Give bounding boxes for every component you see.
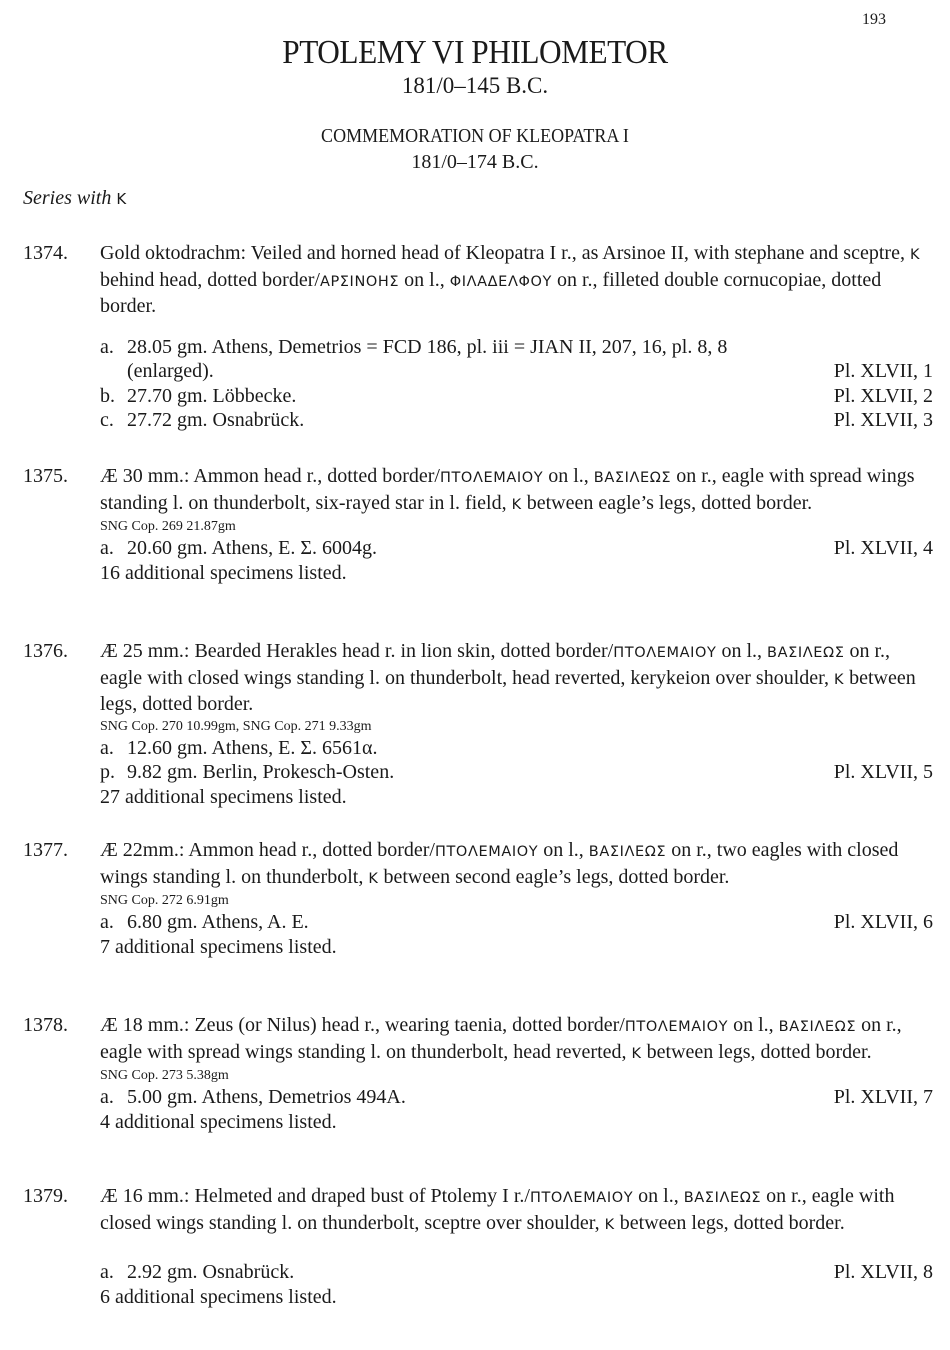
specimen-text: 6.80 gm. Athens, A. E.: [127, 911, 309, 933]
additional-specimens: 7 additional specimens listed.: [100, 935, 337, 958]
entry-description: [100, 1184, 933, 1237]
specimen: [100, 384, 933, 409]
sng-reference: SNG Cop. 269 21.87gm: [100, 519, 236, 534]
additional-specimens: 16 additional specimens listed.: [100, 561, 347, 584]
entry-description: [100, 639, 933, 717]
entry-number: 1374.: [23, 242, 68, 264]
desc-text: on l.,: [543, 465, 594, 487]
specimen-letter: a.: [100, 335, 114, 358]
desc-text: between legs, dotted border.: [100, 666, 916, 715]
specimen-letter: a.: [100, 1261, 114, 1283]
plate-reference: Pl. XLVII, 3: [833, 409, 933, 431]
desc-text: between eagle’s legs, dotted border.: [521, 491, 813, 514]
catalog-entry-1377: [23, 838, 933, 959]
additional-specimens: 6 additional specimens listed.: [100, 1285, 337, 1308]
specimen-letter: a.: [100, 537, 114, 559]
greek-mark: K: [604, 1216, 615, 1233]
desc-text: Æ 22mm.: Ammon head r., dotted border/: [100, 839, 435, 861]
specimen-text: 27.70 gm. Löbbecke.: [127, 384, 297, 407]
desc-text: on l.,: [633, 1185, 684, 1207]
specimen: [100, 408, 933, 433]
greek-legend: ΠΤΟΛΕΜΑΙΟΥ: [529, 1190, 634, 1206]
desc-text: behind head, dotted border/: [100, 268, 320, 291]
desc-text: Gold oktodrachm: Veiled and horned head of Kleopatra I r., as Arsinoe II, with stephane and sceptre,: [100, 242, 910, 264]
entry-number: 1377.: [23, 839, 68, 861]
desc-text: Æ 30 mm.: Ammon head r., dotted border/: [100, 465, 440, 487]
desc-text: on r., eagle with closed wings standing l. on thunderbolt, head reverted, kerykeion over shoulder,: [100, 640, 891, 689]
plate-reference: Pl. XLVII, 6: [833, 911, 933, 933]
desc-text: on r., eagle with spread wings standing l. on thunderbolt, six-rayed star in l. field,: [100, 465, 915, 514]
specimen: [100, 760, 933, 785]
specimen-text: 12.60 gm. Athens, E. Σ. 6561α.: [127, 736, 378, 759]
series-mark: K: [116, 190, 127, 208]
desc-text: on r., eagle with closed wings standing l. on thunderbolt, sceptre over shoulder,: [100, 1185, 895, 1234]
desc-text: Æ 18 mm.: Zeus (or Nilus) head r., wearing taenia, dotted border/: [100, 1014, 625, 1036]
greek-mark: K: [834, 671, 845, 688]
desc-text: on r., two eagles with closed wings standing l. on thunderbolt,: [100, 839, 899, 888]
additional-specimens: 4 additional specimens listed.: [100, 1110, 337, 1133]
specimen: [100, 536, 933, 561]
plate-reference: Pl. XLVII, 1: [833, 360, 933, 382]
desc-text: Æ 25 mm.: Bearded Herakles head r. in lion skin, dotted border/: [100, 640, 614, 662]
catalog-entry-1374: [23, 241, 933, 433]
entry-number: 1379.: [23, 1185, 68, 1207]
desc-text: on l.,: [538, 839, 589, 861]
section-title: COMMEMORATION OF KLEOPATRA I: [321, 125, 629, 147]
greek-mark: K: [511, 496, 522, 513]
entry-number: 1375.: [23, 465, 68, 487]
sng-reference: SNG Cop. 270 10.99gm, SNG Cop. 271 9.33gm: [100, 718, 372, 734]
desc-text: on l.,: [728, 1014, 779, 1036]
reign-dates: 181/0–145 B.C.: [401, 73, 549, 98]
greek-legend: ΠΤΟΛΕΜΑΙΟΥ: [613, 645, 717, 661]
specimen-text: 28.05 gm. Athens, Demetrios = FCD 186, pl. iii = JIAN II, 207, 16, pl. 8, 8: [127, 335, 728, 358]
specimen-letter: a.: [100, 736, 114, 759]
page-number: 193: [862, 11, 886, 28]
desc-text: on l.,: [716, 640, 768, 662]
desc-text: between second eagle’s legs, dotted border.: [378, 865, 730, 888]
series-heading: [23, 187, 126, 210]
entry-description: [100, 838, 933, 891]
catalog-entry-1379: [23, 1184, 933, 1309]
greek-legend: ΒΑΣΙΛΕΩΣ: [593, 470, 672, 486]
specimen-letter: p.: [100, 761, 115, 783]
greek-legend: ΠΤΟΛΕΜΑΙΟΥ: [439, 470, 544, 486]
entry-description: [100, 1013, 933, 1066]
plate-reference: Pl. XLVII, 5: [833, 761, 933, 783]
page-title: PTOLEMY VI PHILOMETOR: [282, 34, 668, 71]
greek-legend: ΒΑΣΙΛΕΩΣ: [778, 1019, 857, 1035]
desc-text: between legs, dotted border.: [641, 1040, 872, 1063]
desc-text: Æ 16 mm.: Helmeted and draped bust of Ptolemy I r./: [100, 1185, 530, 1207]
additional-specimens: 27 additional specimens listed.: [100, 785, 347, 808]
specimen: [100, 1085, 933, 1110]
desc-text: on l.,: [399, 268, 450, 291]
specimen: [100, 335, 933, 384]
specimen-text: 2.92 gm. Osnabrück.: [127, 1261, 295, 1283]
specimen-letter: b.: [100, 384, 115, 407]
catalog-entry-1378: [23, 1013, 933, 1134]
desc-text: on r., eagle with spread wings standing l. on thunderbolt, head reverted,: [100, 1014, 902, 1063]
entry-number: 1376.: [23, 640, 68, 662]
greek-legend: ΒΑΣΙΛΕΩΣ: [683, 1190, 762, 1206]
greek-mark: K: [909, 247, 921, 263]
desc-text: on r., filleted double cornucopiae, dotted border.: [100, 268, 882, 317]
entry-number: 1378.: [23, 1014, 68, 1036]
specimen-letter: c.: [100, 409, 114, 431]
desc-text: between legs, dotted border.: [614, 1211, 845, 1234]
greek-legend: ΠΤΟΛΕΜΑΙΟΥ: [624, 1019, 729, 1035]
specimen-text: 5.00 gm. Athens, Demetrios 494A.: [127, 1086, 406, 1108]
specimen-continuation: (enlarged).: [127, 360, 214, 382]
specimen-letter: a.: [100, 1086, 114, 1108]
specimen-text: 9.82 gm. Berlin, Prokesch-Osten.: [127, 761, 395, 783]
sng-reference: SNG Cop. 272 6.91gm: [100, 893, 229, 908]
entry-description: [100, 464, 933, 517]
specimen-text: 20.60 gm. Athens, E. Σ. 6004g.: [127, 537, 377, 559]
specimen: [100, 1260, 933, 1285]
plate-reference: Pl. XLVII, 7: [833, 1086, 933, 1108]
sng-reference: SNG Cop. 273 5.38gm: [100, 1068, 229, 1083]
catalog-entry-1375: [23, 464, 933, 585]
greek-mark: K: [368, 870, 379, 887]
specimen: [100, 736, 933, 761]
section-dates: 181/0–174 B.C.: [411, 151, 539, 173]
entry-description: [100, 241, 933, 319]
series-label: Series with: [23, 187, 112, 209]
catalog-entry-1376: [23, 639, 933, 809]
greek-legend: ΠΤΟΛΕΜΑΙΟΥ: [434, 844, 539, 860]
plate-reference: Pl. XLVII, 2: [833, 384, 933, 407]
greek-mark: K: [631, 1045, 642, 1062]
plate-reference: Pl. XLVII, 8: [833, 1261, 933, 1283]
specimen: [100, 910, 933, 935]
specimen-letter: a.: [100, 911, 114, 933]
greek-legend: ΑΡΣΙΝΟΗΣ: [319, 273, 400, 290]
specimen-text: 27.72 gm. Osnabrück.: [127, 409, 305, 431]
greek-legend: ΒΑΣΙΛΕΩΣ: [767, 645, 845, 661]
plate-reference: Pl. XLVII, 4: [833, 537, 933, 559]
greek-legend: ΦΙΛΑΔΕΛΦΟΥ: [449, 273, 552, 290]
greek-legend: ΒΑΣΙΛΕΩΣ: [588, 844, 667, 860]
